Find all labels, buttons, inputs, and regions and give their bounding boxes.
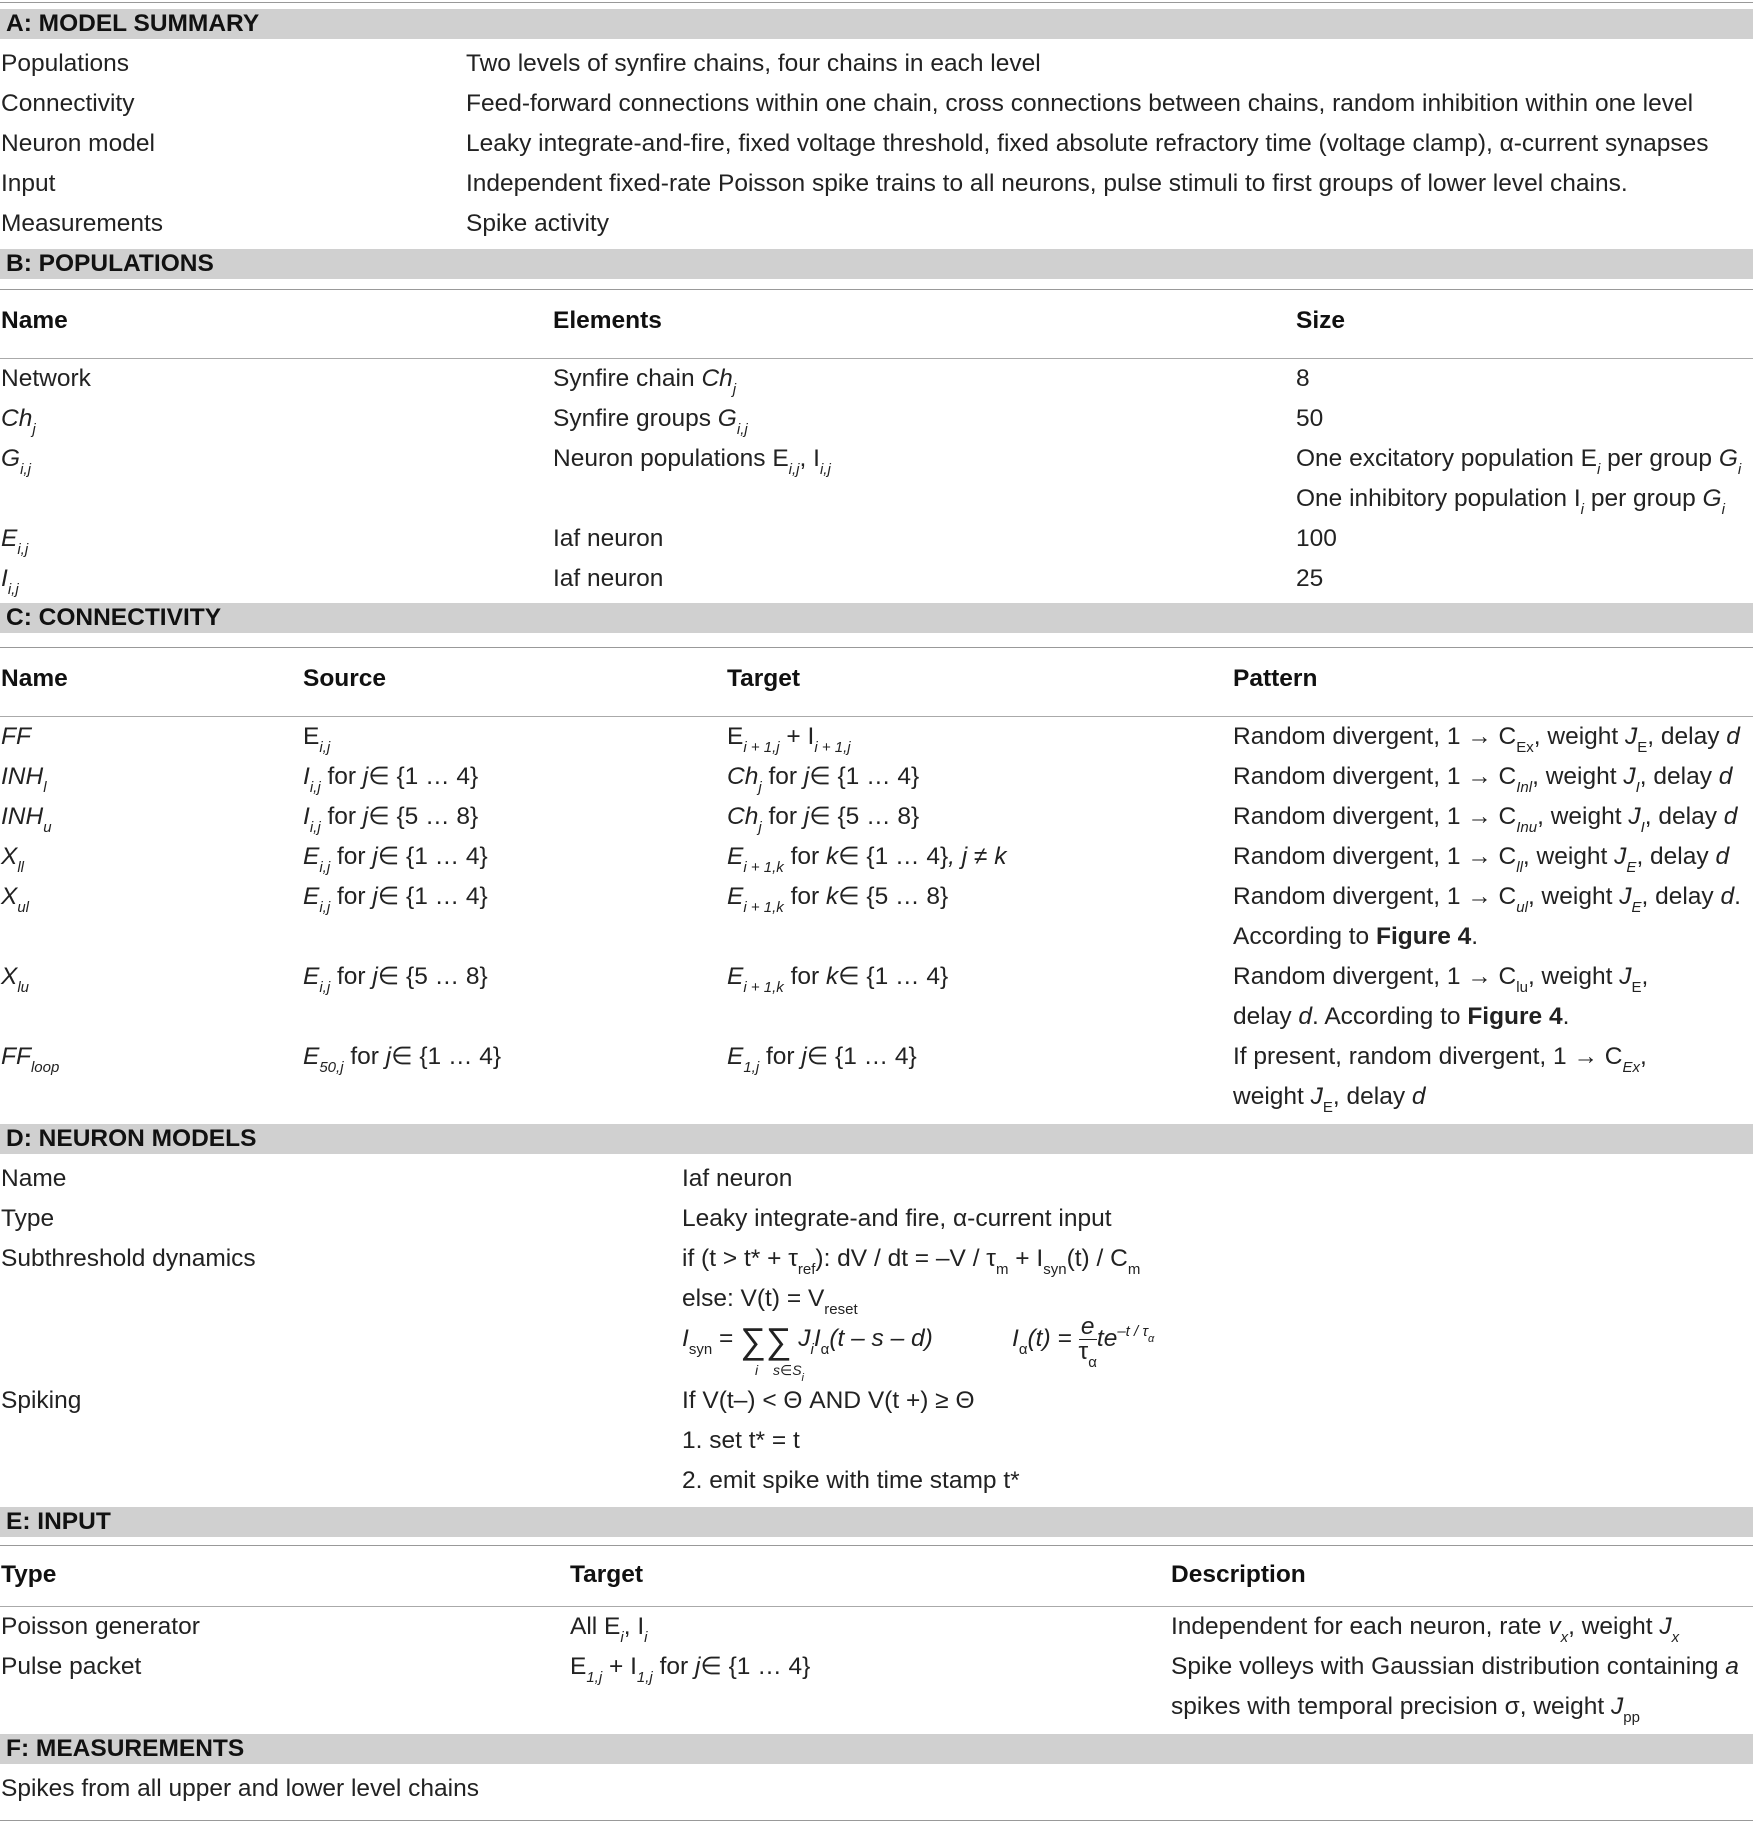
rule bbox=[0, 647, 1753, 648]
conn-target: $E_{i + 1,k}$ for k∈ {1 … 4} bbox=[727, 963, 949, 997]
spiking-step: 2. emit spike with time stamp t* bbox=[682, 1467, 1020, 1494]
subthreshold-eq: if $(t > t* + \tau_{ref})$: dV / dt = $-V / \tau_m + I_{syn}(t) / C_m$ bbox=[682, 1245, 1141, 1279]
conn-source: $E_{i,j}$ for j∈ {1 … 4} bbox=[303, 883, 488, 917]
col-header-name: Name bbox=[1, 665, 68, 692]
summary-value: Feed-forward connections within one chain, cross connections between chains, random inhibition within one level bbox=[466, 90, 1694, 117]
figure-link[interactable]: Figure 4 bbox=[1467, 1003, 1563, 1030]
pop-elements: Synfire groups $G_{i,j}$ bbox=[553, 405, 748, 439]
conn-name: $INH_l$ bbox=[1, 763, 47, 797]
model-value: Leaky integrate-and fire, α-current input bbox=[682, 1205, 1112, 1232]
pop-name: $Ch_j$ bbox=[1, 405, 36, 439]
conn-pattern: delay d. According to Figure 4. bbox=[1233, 1003, 1570, 1030]
section-f-header: F: MEASUREMENTS bbox=[0, 1734, 1753, 1764]
col-header-target: Target bbox=[727, 665, 801, 692]
section-b-header: B: POPULATIONS bbox=[0, 249, 1753, 279]
spiking-step: 1. set t* = t bbox=[682, 1427, 800, 1454]
conn-target: $E_{1,j}$ for j∈ {1 … 4} bbox=[727, 1043, 917, 1077]
conn-source: $I_{i,j}$ for j∈ {1 … 4} bbox=[303, 763, 479, 797]
model-label: Type bbox=[1, 1205, 55, 1232]
col-header-source: Source bbox=[303, 665, 387, 692]
input-target: $E_{1,j} + I_{1,j}$ for j∈ {1 … 4} bbox=[570, 1653, 811, 1687]
section-e-header: E: INPUT bbox=[0, 1507, 1753, 1537]
section-c-header: C: CONNECTIVITY bbox=[0, 603, 1753, 633]
ialpha-equation: $I_\alpha(t)$ = $\frac{e}{\tau_\alpha}$ $te^{-t / \tau_\alpha}$ bbox=[1012, 1313, 1155, 1372]
model-label: Spiking bbox=[1, 1387, 82, 1414]
summary-value: Independent fixed-rate Poisson spike trains to all neurons, pulse stimuli to first groups of lower level chains. bbox=[466, 170, 1628, 197]
input-description: spikes with temporal precision σ, weight $J_{pp}$ bbox=[1171, 1693, 1640, 1727]
conn-target: $Ch_j$ for j∈ {1 … 4} bbox=[727, 763, 920, 797]
conn-target: $E_{i + 1,j} + I_{i + 1,j}$ bbox=[727, 723, 851, 757]
pop-name: $I_{i,j}$ bbox=[1, 565, 19, 599]
section-d-header: D: NEURON MODELS bbox=[0, 1124, 1753, 1154]
rule bbox=[0, 716, 1753, 717]
col-header-description: Description bbox=[1171, 1561, 1306, 1588]
pop-elements: Neuron populations $E_{i,j}$, $I_{i,j}$ bbox=[553, 445, 831, 479]
conn-pattern: Random divergent, $1 \to C_{Ex}$, weight $J_E$, delay d bbox=[1233, 723, 1740, 757]
section-a-header: A: MODEL SUMMARY bbox=[0, 9, 1753, 39]
input-description: Independent for each neuron, rate $v_x$, weight $J_x$ bbox=[1171, 1613, 1680, 1647]
pop-size: 8 bbox=[1296, 365, 1310, 392]
model-label: Name bbox=[1, 1165, 67, 1192]
col-header-size: Size bbox=[1296, 307, 1346, 334]
summary-label: Connectivity bbox=[1, 90, 135, 117]
input-target: All $E_i$, $I_i$ bbox=[570, 1613, 648, 1647]
pop-size: One inhibitory population $I_i$ per group $G_i$ bbox=[1296, 485, 1725, 519]
spiking-condition: If V(t–) < Θ AND V(t +) ≥ Θ bbox=[682, 1387, 975, 1414]
conn-pattern: Random divergent, $1 \to C_{ul}$, weight $J_E$, delay d. bbox=[1233, 883, 1741, 917]
pop-size: 25 bbox=[1296, 565, 1324, 592]
pop-elements: Iaf neuron bbox=[553, 525, 664, 552]
summary-value: Spike activity bbox=[466, 210, 609, 237]
conn-name: $INH_u$ bbox=[1, 803, 52, 837]
rule bbox=[0, 358, 1753, 359]
model-label: Subthreshold dynamics bbox=[1, 1245, 256, 1272]
conn-source: $I_{i,j}$ for j∈ {5 … 8} bbox=[303, 803, 479, 837]
summary-label: Measurements bbox=[1, 210, 164, 237]
conn-target: $Ch_j$ for j∈ {5 … 8} bbox=[727, 803, 920, 837]
pop-size: 50 bbox=[1296, 405, 1324, 432]
conn-source: $E_{50,j}$ for j∈ {1 … 4} bbox=[303, 1043, 502, 1077]
conn-name: $X_{lu}$ bbox=[1, 963, 30, 997]
rule bbox=[0, 1606, 1753, 1607]
else-eq: else: $V(t) = V_{reset}$ bbox=[682, 1285, 858, 1319]
summary-label: Neuron model bbox=[1, 130, 155, 157]
col-header-pattern: Pattern bbox=[1233, 665, 1318, 692]
conn-target: $E_{i + 1,k}$ for k∈ {1 … 4}, j ≠ k bbox=[727, 843, 1007, 877]
input-description: Spike volleys with Gaussian distribution containing a bbox=[1171, 1653, 1739, 1680]
col-header-type: Type bbox=[1, 1561, 57, 1588]
pop-size: One excitatory population $E_i$ per group $G_i$ bbox=[1296, 445, 1742, 479]
conn-pattern: Random divergent, $1 \to C_{Inl}$, weight $J_I$, delay d bbox=[1233, 763, 1733, 797]
conn-name: $X_{ul}$ bbox=[1, 883, 30, 917]
bottom-rule bbox=[0, 1820, 1753, 1821]
conn-name: FF bbox=[1, 723, 31, 750]
conn-pattern: According to Figure 4. bbox=[1233, 923, 1479, 950]
pop-name: Network bbox=[1, 365, 91, 392]
input-type: Pulse packet bbox=[1, 1653, 142, 1680]
conn-pattern: If present, random divergent, $1 \to C_{Ex}$, bbox=[1233, 1043, 1647, 1077]
col-header-target: Target bbox=[570, 1561, 644, 1588]
figure-link[interactable]: Figure 4 bbox=[1376, 923, 1472, 950]
rule bbox=[0, 1545, 1753, 1546]
conn-pattern: Random divergent, $1 \to C_{ll}$, weight $J_E$, delay d bbox=[1233, 843, 1730, 877]
conn-pattern: Random divergent, $1 \to C_{lu}$, weight $J_E$, bbox=[1233, 963, 1649, 997]
top-rule bbox=[0, 2, 1753, 3]
conn-pattern: weight $J_E$, delay d bbox=[1233, 1083, 1426, 1117]
conn-source: $E_{i,j}$ for j∈ {1 … 4} bbox=[303, 843, 488, 877]
pop-elements: Iaf neuron bbox=[553, 565, 664, 592]
pop-size: 100 bbox=[1296, 525, 1337, 552]
pop-name: $E_{i,j}$ bbox=[1, 525, 29, 559]
conn-source: $E_{i,j}$ bbox=[303, 723, 331, 757]
summary-value: Two levels of synfire chains, four chains in each level bbox=[466, 50, 1041, 77]
summary-label: Input bbox=[1, 170, 56, 197]
conn-name: $FF_{loop}$ bbox=[1, 1043, 60, 1077]
input-type: Poisson generator bbox=[1, 1613, 200, 1640]
rule bbox=[0, 289, 1753, 290]
model-value: Iaf neuron bbox=[682, 1165, 793, 1192]
pop-elements: Synfire chain $Ch_j$ bbox=[553, 365, 737, 399]
pop-name: $G_{i,j}$ bbox=[1, 445, 31, 479]
summary-value: Leaky integrate-and-fire, fixed voltage threshold, fixed absolute refractory time (voltage clamp), α-current synapses bbox=[466, 130, 1709, 157]
summary-label: Populations bbox=[1, 50, 130, 77]
col-header-name: Name bbox=[1, 307, 68, 334]
col-header-elements: Elements bbox=[553, 307, 662, 334]
conn-source: $E_{i,j}$ for j∈ {5 … 8} bbox=[303, 963, 488, 997]
measurements-text: Spikes from all upper and lower level chains bbox=[1, 1775, 479, 1802]
conn-target: $E_{i + 1,k}$ for k∈ {5 … 8} bbox=[727, 883, 949, 917]
conn-pattern: Random divergent, $1 \to C_{Inu}$, weight $J_I$, delay d bbox=[1233, 803, 1738, 837]
conn-name: $X_{ll}$ bbox=[1, 843, 25, 877]
